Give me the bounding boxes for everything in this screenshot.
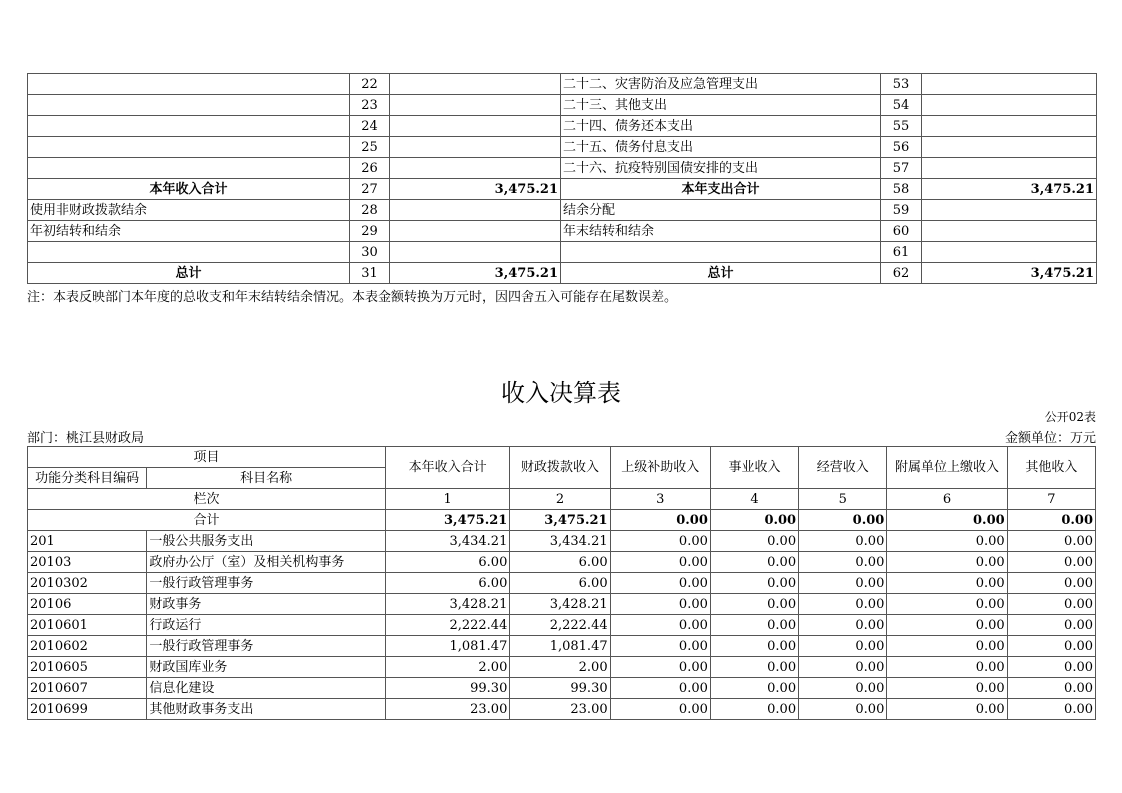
amount-cell: 23.00 <box>510 699 610 720</box>
amount-cell: 0.00 <box>710 615 798 636</box>
amount-cell: 0.00 <box>610 531 710 552</box>
table-row <box>28 552 1096 573</box>
summary-right-value <box>922 200 1097 221</box>
summary-right-value <box>922 242 1097 263</box>
summary-left-value <box>390 116 561 137</box>
summary-left-value <box>390 95 561 116</box>
summary-right-value <box>922 95 1097 116</box>
amount-cell: 99.30 <box>510 678 610 699</box>
amount-cell: 0.00 <box>887 636 1007 657</box>
amount-cell: 0.00 <box>710 636 798 657</box>
page-title: 收入决算表 <box>501 379 621 407</box>
summary-left-no: 23 <box>350 95 390 116</box>
total-value: 0.00 <box>710 510 798 531</box>
summary-left-label: 年初结转和结余 <box>28 221 350 242</box>
summary-right-value: 3,475.21 <box>922 179 1097 200</box>
income-table <box>27 446 1096 720</box>
header-code: 功能分类科目编码 <box>28 468 147 489</box>
summary-right-value <box>922 158 1097 179</box>
header-col-5: 经营收入 <box>799 447 887 489</box>
summary-right-no: 53 <box>881 74 922 95</box>
summary-right-no: 57 <box>881 158 922 179</box>
amount-cell: 0.00 <box>887 699 1007 720</box>
total-value: 0.00 <box>799 510 887 531</box>
summary-table-body <box>28 74 1097 284</box>
amount-cell: 0.00 <box>610 594 710 615</box>
amount-cell: 0.00 <box>799 657 887 678</box>
amount-cell: 0.00 <box>610 657 710 678</box>
summary-row <box>28 116 1097 137</box>
total-label: 合计 <box>28 510 386 531</box>
summary-left-label: 使用非财政拨款结余 <box>28 200 350 221</box>
subject-code: 2010605 <box>28 657 147 678</box>
header-col-6: 附属单位上缴收入 <box>887 447 1007 489</box>
summary-right-value <box>922 116 1097 137</box>
total-value: 0.00 <box>610 510 710 531</box>
amount-cell: 6.00 <box>510 552 610 573</box>
summary-right-no: 54 <box>881 95 922 116</box>
amount-cell: 0.00 <box>710 531 798 552</box>
summary-left-value: 3,475.21 <box>390 263 561 284</box>
amount-cell: 0.00 <box>887 615 1007 636</box>
amount-cell: 0.00 <box>610 636 710 657</box>
summary-right-value <box>922 74 1097 95</box>
subject-code: 2010601 <box>28 615 147 636</box>
summary-left-no: 30 <box>350 242 390 263</box>
subject-code: 20103 <box>28 552 147 573</box>
col-number: 3 <box>610 489 710 510</box>
col-number: 6 <box>887 489 1007 510</box>
summary-row <box>28 137 1097 158</box>
row-number-label: 栏次 <box>28 489 386 510</box>
summary-left-no: 22 <box>350 74 390 95</box>
amount-cell: 0.00 <box>610 678 710 699</box>
table-row <box>28 699 1096 720</box>
subject-name: 信息化建设 <box>147 678 386 699</box>
header-col-3: 上级补助收入 <box>610 447 710 489</box>
table-row <box>28 573 1096 594</box>
table-row <box>28 615 1096 636</box>
summary-right-label: 二十二、灾害防治及应急管理支出 <box>561 74 881 95</box>
summary-right-label: 二十五、债务付息支出 <box>561 137 881 158</box>
summary-right-label: 二十四、债务还本支出 <box>561 116 881 137</box>
amount-cell: 0.00 <box>887 657 1007 678</box>
amount-cell: 23.00 <box>386 699 510 720</box>
amount-cell: 0.00 <box>1007 552 1095 573</box>
header-col-7: 其他收入 <box>1007 447 1095 489</box>
amount-cell: 6.00 <box>386 573 510 594</box>
summary-table <box>27 73 1097 284</box>
summary-left-no: 28 <box>350 200 390 221</box>
summary-right-value <box>922 221 1097 242</box>
summary-right-no: 61 <box>881 242 922 263</box>
amount-cell: 99.30 <box>386 678 510 699</box>
summary-right-no: 62 <box>881 263 922 284</box>
amount-cell: 0.00 <box>710 657 798 678</box>
table-row <box>28 657 1096 678</box>
subject-code: 2010607 <box>28 678 147 699</box>
summary-row <box>28 74 1097 95</box>
summary-left-value <box>390 158 561 179</box>
subject-name: 其他财政事务支出 <box>147 699 386 720</box>
summary-row <box>28 221 1097 242</box>
amount-cell: 2.00 <box>386 657 510 678</box>
amount-cell: 2,222.44 <box>386 615 510 636</box>
summary-left-value <box>390 221 561 242</box>
amount-cell: 0.00 <box>799 678 887 699</box>
summary-left-label <box>28 137 350 158</box>
summary-left-label: 总计 <box>28 263 350 284</box>
amount-cell: 0.00 <box>710 552 798 573</box>
subject-name: 行政运行 <box>147 615 386 636</box>
amount-cell: 0.00 <box>710 699 798 720</box>
amount-cell: 0.00 <box>610 552 710 573</box>
table-row <box>28 531 1096 552</box>
amount-cell: 0.00 <box>887 678 1007 699</box>
summary-left-value: 3,475.21 <box>390 179 561 200</box>
subject-code: 20106 <box>28 594 147 615</box>
subject-name: 财政事务 <box>147 594 386 615</box>
amount-cell: 0.00 <box>610 573 710 594</box>
summary-left-label <box>28 158 350 179</box>
amount-cell: 3,428.21 <box>510 594 610 615</box>
form-number: 公开02表 <box>1044 410 1096 424</box>
col-number: 4 <box>710 489 798 510</box>
subject-name: 一般行政管理事务 <box>147 636 386 657</box>
summary-right-no: 55 <box>881 116 922 137</box>
amount-cell: 0.00 <box>1007 531 1095 552</box>
amount-cell: 0.00 <box>710 678 798 699</box>
amount-cell: 0.00 <box>610 699 710 720</box>
summary-right-no: 59 <box>881 200 922 221</box>
table-row <box>28 636 1096 657</box>
subject-name: 政府办公厅（室）及相关机构事务 <box>147 552 386 573</box>
amount-cell: 0.00 <box>1007 573 1095 594</box>
summary-right-label: 二十三、其他支出 <box>561 95 881 116</box>
subject-name: 财政国库业务 <box>147 657 386 678</box>
summary-right-label: 二十六、抗疫特别国债安排的支出 <box>561 158 881 179</box>
summary-right-no: 58 <box>881 179 922 200</box>
amount-cell: 3,428.21 <box>386 594 510 615</box>
amount-cell: 0.00 <box>799 636 887 657</box>
total-value: 3,475.21 <box>510 510 610 531</box>
amount-cell: 0.00 <box>887 594 1007 615</box>
amount-cell: 1,081.47 <box>510 636 610 657</box>
amount-cell: 6.00 <box>386 552 510 573</box>
summary-row <box>28 158 1097 179</box>
amount-cell: 0.00 <box>799 615 887 636</box>
amount-cell: 0.00 <box>799 552 887 573</box>
amount-cell: 0.00 <box>710 594 798 615</box>
col-number: 1 <box>386 489 510 510</box>
amount-cell: 0.00 <box>1007 636 1095 657</box>
amount-cell: 0.00 <box>1007 678 1095 699</box>
amount-cell: 0.00 <box>887 573 1007 594</box>
summary-row <box>28 200 1097 221</box>
summary-right-value <box>922 137 1097 158</box>
summary-left-label <box>28 74 350 95</box>
summary-right-label: 本年支出合计 <box>561 179 881 200</box>
unit-label: 金额单位：万元 <box>1004 431 1096 446</box>
header-col-2: 财政拨款收入 <box>510 447 610 489</box>
amount-cell: 0.00 <box>610 615 710 636</box>
summary-left-no: 29 <box>350 221 390 242</box>
header-item: 项目 <box>28 447 386 468</box>
summary-right-label: 年末结转和结余 <box>561 221 881 242</box>
subject-name: 一般公共服务支出 <box>147 531 386 552</box>
summary-row <box>28 242 1097 263</box>
summary-left-label <box>28 242 350 263</box>
amount-cell: 3,434.21 <box>510 531 610 552</box>
amount-cell: 6.00 <box>510 573 610 594</box>
summary-right-label: 结余分配 <box>561 200 881 221</box>
summary-right-no: 56 <box>881 137 922 158</box>
subject-code: 2010602 <box>28 636 147 657</box>
col-number: 5 <box>799 489 887 510</box>
summary-row <box>28 179 1097 200</box>
summary-left-no: 25 <box>350 137 390 158</box>
amount-cell: 1,081.47 <box>386 636 510 657</box>
subject-code: 2010699 <box>28 699 147 720</box>
summary-left-label <box>28 95 350 116</box>
total-value: 0.00 <box>1007 510 1095 531</box>
subject-code: 2010302 <box>28 573 147 594</box>
table-note: 注：本表反映部门本年度的总收支和年末结转结余情况。本表金额转换为万元时，因四舍五入可能存在尾数误差。 <box>27 290 678 305</box>
col-number: 2 <box>510 489 610 510</box>
col-number: 7 <box>1007 489 1095 510</box>
amount-cell: 0.00 <box>1007 615 1095 636</box>
amount-cell: 2,222.44 <box>510 615 610 636</box>
summary-right-label <box>561 242 881 263</box>
summary-right-no: 60 <box>881 221 922 242</box>
summary-left-no: 27 <box>350 179 390 200</box>
summary-left-label <box>28 116 350 137</box>
total-value: 3,475.21 <box>386 510 510 531</box>
summary-row <box>28 95 1097 116</box>
summary-left-value <box>390 200 561 221</box>
table-row <box>28 594 1096 615</box>
amount-cell: 0.00 <box>799 594 887 615</box>
amount-cell: 0.00 <box>1007 594 1095 615</box>
amount-cell: 0.00 <box>799 699 887 720</box>
income-table-header <box>28 447 1096 531</box>
summary-left-no: 24 <box>350 116 390 137</box>
summary-left-no: 26 <box>350 158 390 179</box>
summary-left-no: 31 <box>350 263 390 284</box>
amount-cell: 3,434.21 <box>386 531 510 552</box>
summary-left-label: 本年收入合计 <box>28 179 350 200</box>
amount-cell: 0.00 <box>710 573 798 594</box>
summary-right-value: 3,475.21 <box>922 263 1097 284</box>
department-label: 部门：桃江县财政局 <box>27 431 145 446</box>
subject-code: 201 <box>28 531 147 552</box>
amount-cell: 0.00 <box>799 531 887 552</box>
total-value: 0.00 <box>887 510 1007 531</box>
header-col-4: 事业收入 <box>710 447 798 489</box>
header-name: 科目名称 <box>147 468 386 489</box>
amount-cell: 0.00 <box>1007 657 1095 678</box>
summary-left-value <box>390 137 561 158</box>
summary-row <box>28 263 1097 284</box>
table-row <box>28 678 1096 699</box>
summary-left-value <box>390 242 561 263</box>
summary-left-value <box>390 74 561 95</box>
amount-cell: 0.00 <box>887 531 1007 552</box>
amount-cell: 0.00 <box>799 573 887 594</box>
income-table-body <box>28 531 1096 720</box>
amount-cell: 0.00 <box>887 552 1007 573</box>
amount-cell: 0.00 <box>1007 699 1095 720</box>
summary-right-label: 总计 <box>561 263 881 284</box>
amount-cell: 2.00 <box>510 657 610 678</box>
header-col-1: 本年收入合计 <box>386 447 510 489</box>
subject-name: 一般行政管理事务 <box>147 573 386 594</box>
